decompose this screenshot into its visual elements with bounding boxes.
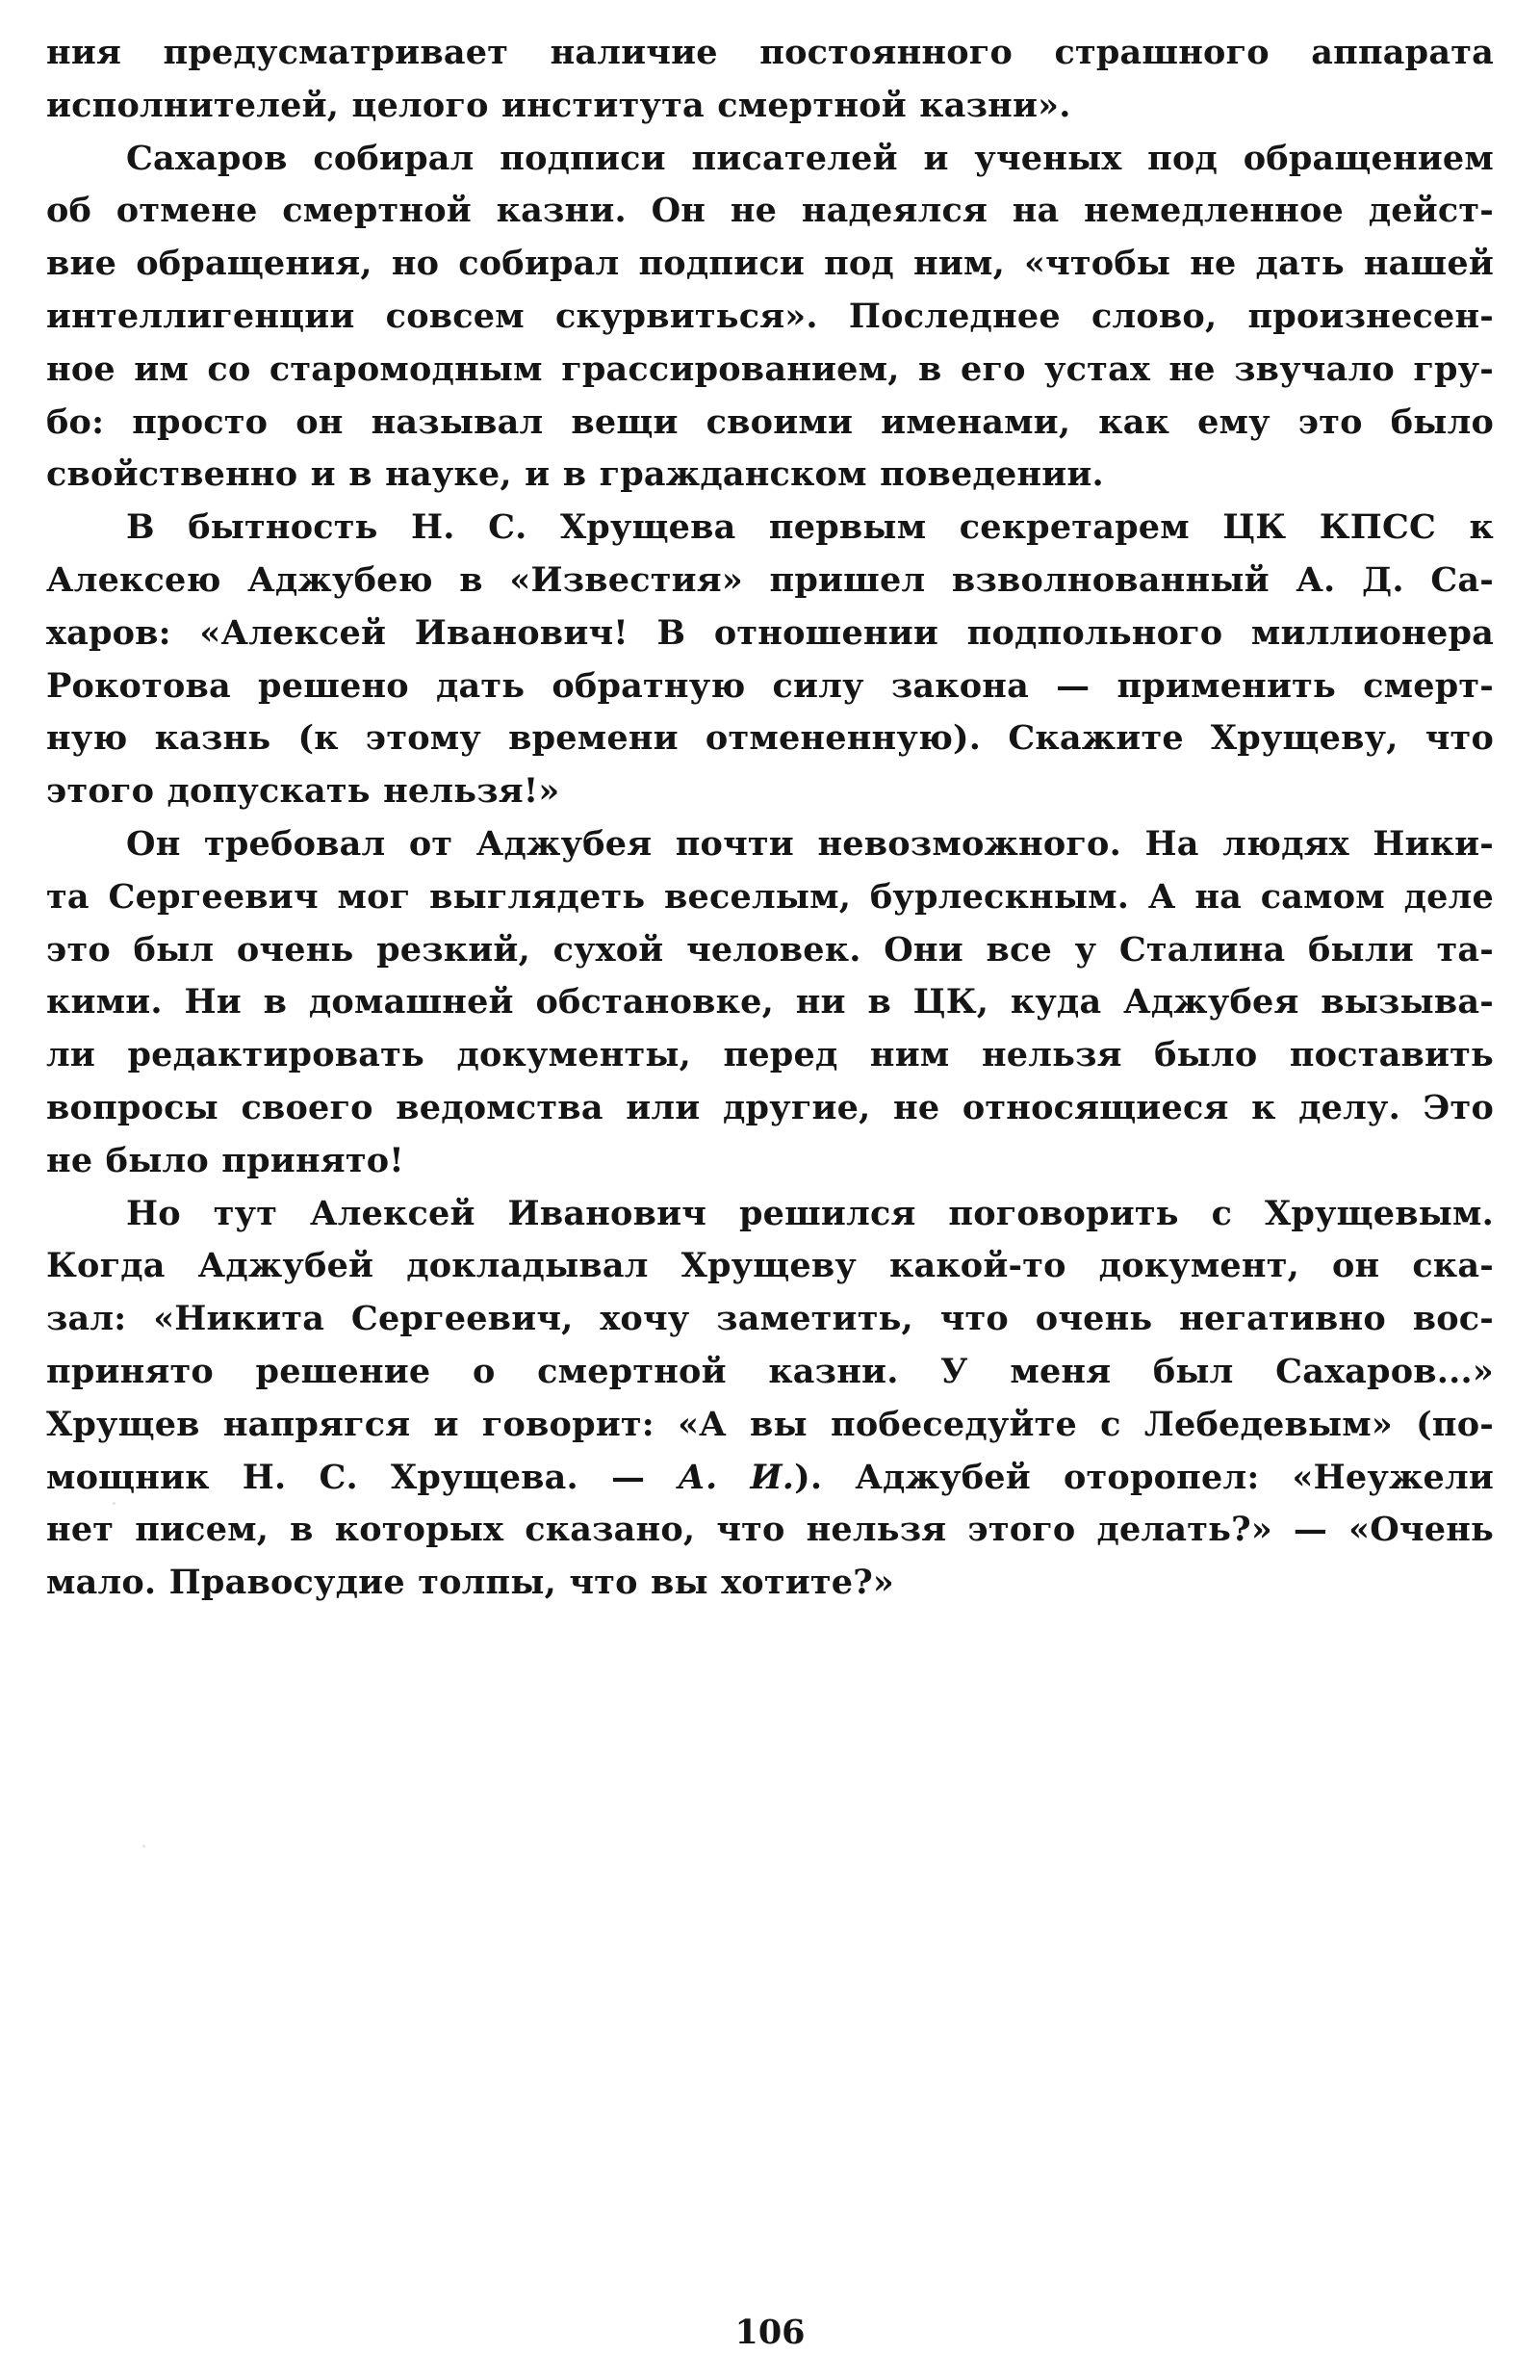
- body-text: [46, 27, 1494, 1610]
- text-line: В бытность Н. С. Хрущева первым секретарем ЦК КПСС к: [126, 507, 1494, 548]
- paragraph: [46, 502, 1494, 818]
- text-line: мощник Н. С. Хрущева. — А. И.). Аджубей оторопел: «Неужели: [46, 1457, 1494, 1497]
- text-line: нет писем, в которых сказано, что нельзя этого делать?» — «Очень: [46, 1510, 1494, 1550]
- text-line: кими. Ни в домашней обстановке, ни в ЦК, куда Аджубея вызыва-: [46, 982, 1494, 1022]
- text-line: мало. Правосудие толпы, что вы хотите?»: [46, 1563, 894, 1603]
- text-line: Алексею Аджубею в «Известия» пришел взволнованный А. Д. Са-: [46, 559, 1494, 600]
- paragraph: [46, 27, 1494, 133]
- text-line: об отмене смертной казни. Он не надеялся на немедленное дейст-: [46, 191, 1494, 231]
- text-line: бо: просто он называл вещи своими именами, как ему это было: [46, 401, 1494, 442]
- author-initials: А. И.: [678, 1457, 795, 1497]
- text-line: Но тут Алексей Иванович решился поговорить с Хрущевым.: [126, 1193, 1494, 1233]
- text-line: ли редактировать документы, перед ним нельзя было поставить: [46, 1035, 1494, 1075]
- text-line: Когда Аджубей докладывал Хрущеву какой-то документ, он ска-: [46, 1246, 1494, 1286]
- paragraph: [46, 1188, 1494, 1610]
- paragraph: [46, 818, 1494, 1188]
- text-line: интеллигенции совсем скурвиться». Последнее слово, произнесен-: [46, 296, 1494, 336]
- text-line: ное им со старомодным грассированием, в его устах не звучало гру-: [46, 349, 1494, 389]
- scan-speck: [142, 1845, 145, 1848]
- text-line: вие обращения, но собирал подписи под ним, «чтобы не дать нашей: [46, 244, 1494, 284]
- text-line: Он требовал от Аджубея почти невозможного. На людях Ники-: [126, 823, 1494, 864]
- text-line: Сахаров собирал подписи писателей и ученых под обращением: [126, 138, 1494, 178]
- page-number: 106: [734, 2313, 806, 2352]
- scan-speck: [113, 1502, 116, 1505]
- text-line: не было принято!: [46, 1140, 404, 1180]
- text-line: ную казнь (к этому времени отмененную). Скажите Хрущеву, что: [46, 718, 1494, 759]
- text-line: этого допускать нельзя!»: [46, 771, 560, 812]
- text-line: ния предусматривает наличие постоянного страшного аппарата: [46, 33, 1494, 72]
- text-line: вопросы своего ведомства или другие, не относящиеся к делу. Это: [46, 1087, 1494, 1127]
- text-line: это был очень резкий, сухой человек. Они все у Сталина были та-: [46, 929, 1494, 970]
- text-line: Хрущев напрягся и говорит: «А вы побеседуйте с Лебедевым» (по-: [46, 1404, 1494, 1444]
- text-line: та Сергеевич мог выглядеть веселым, бурлескным. А на самом деле: [46, 876, 1494, 917]
- paragraph: [46, 133, 1494, 503]
- text-line: свойственно и в науке, и в гражданском поведении.: [46, 454, 1104, 495]
- text-line: харов: «Алексей Иванович! В отношении подпольного миллионера: [46, 612, 1494, 653]
- text-line: зал: «Никита Сергеевич, хочу заметить, что очень негативно вос-: [46, 1299, 1494, 1339]
- text-line: исполнителей, целого института смертной казни».: [46, 85, 1071, 125]
- text-line: Рокотова решено дать обратную силу закона — применить смерт-: [46, 665, 1494, 706]
- text-line: принято решение о смертной казни. У меня был Сахаров...»: [46, 1351, 1494, 1391]
